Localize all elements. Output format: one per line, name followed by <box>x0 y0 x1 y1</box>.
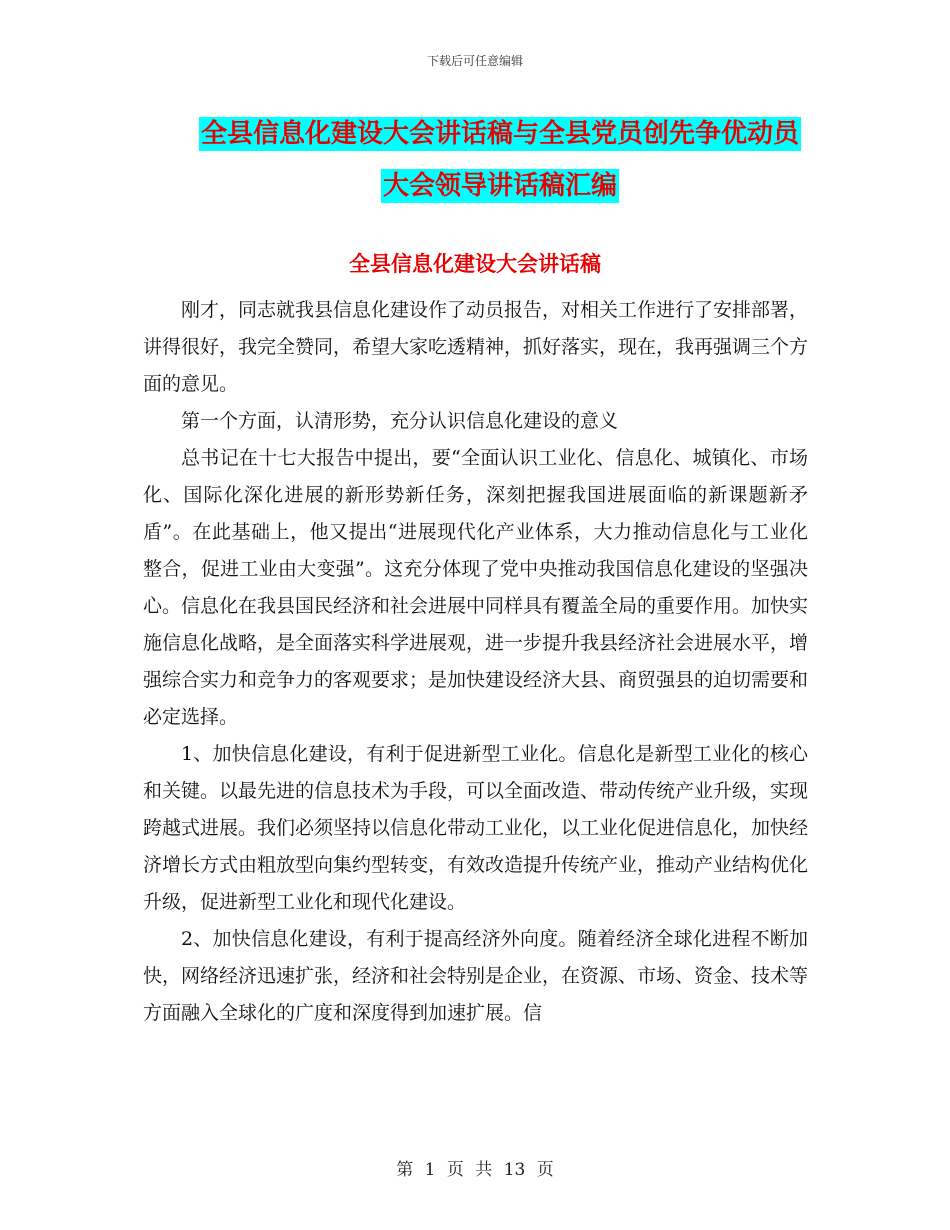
title-line-1-text: 全县信息化建设大会讲话稿与全县党员创先争优动员 <box>200 119 799 149</box>
paragraph-intro: 刚才，同志就我县信息化建设作了动员报告，对相关工作进行了安排部署，讲得很好，我完全赞同，希望大家吃透精神，抓好落实，现在，我再强调三个方面的意见。 <box>143 299 809 395</box>
paragraph-point-2: 2、加快信息化建设，有利于提高经济外向度。随着经济全球化进程不断加快，网络经济迅速扩张，经济和社会特别是企业，在资源、市场、资金、技术等方面融入全球化的广度和深度得到加速扩展。信 <box>143 928 809 1024</box>
title-line-2 <box>150 160 850 212</box>
page-number: 第 1 页 共 13 页 <box>396 1160 554 1180</box>
section-title: 全县信息化建设大会讲话稿 <box>349 252 601 276</box>
page-header-note: 下载后可任意编辑 <box>426 54 523 68</box>
paragraph-report: 总书记在十七大报告中提出，要“全面认识工业化、信息化、城镇化、市场化、国际化深化进展的新形势新任务，深刻把握我国进展面临的新课题新矛盾”。在此基础上，他又提出“进展现代化产业体系，大力推动信息化与工业化整合，促进工业由大变强”。这充分体现了党中央推动我国信息化建设的坚强决心。信息化在我县国民经济和社会进展中同样具有覆盖全局的重要作用。加快实施信息化战略，是全面落实科学进展观，进一步提升我县经济社会进展水平，增强综合实力和竞争力的客观要求；是加快建设经济大县、商贸强县的迫切需要和必定选择。 <box>143 447 809 728</box>
document-title <box>150 108 850 212</box>
paragraph-point-1: 1、加快信息化建设，有利于促进新型工业化。信息化是新型工业化的核心和关键。以最先进的信息技术为手段，可以全面改造、带动传统产业升级，实现跨越式进展。我们必须坚持以信息化带动工业化，以工业化促进信息化，加快经济增长方式由粗放型向集约型转变，有效改造提升传统产业，推动产业结构优化升级，促进新型工业化和现代化建设。 <box>143 743 809 913</box>
body-text <box>143 292 808 1032</box>
paragraph-heading-1: 第一个方面，认清形势，充分认识信息化建设的意义 <box>181 410 619 432</box>
title-line-1 <box>150 108 850 160</box>
title-line-2-text: 大会领导讲话稿汇编 <box>382 171 617 201</box>
